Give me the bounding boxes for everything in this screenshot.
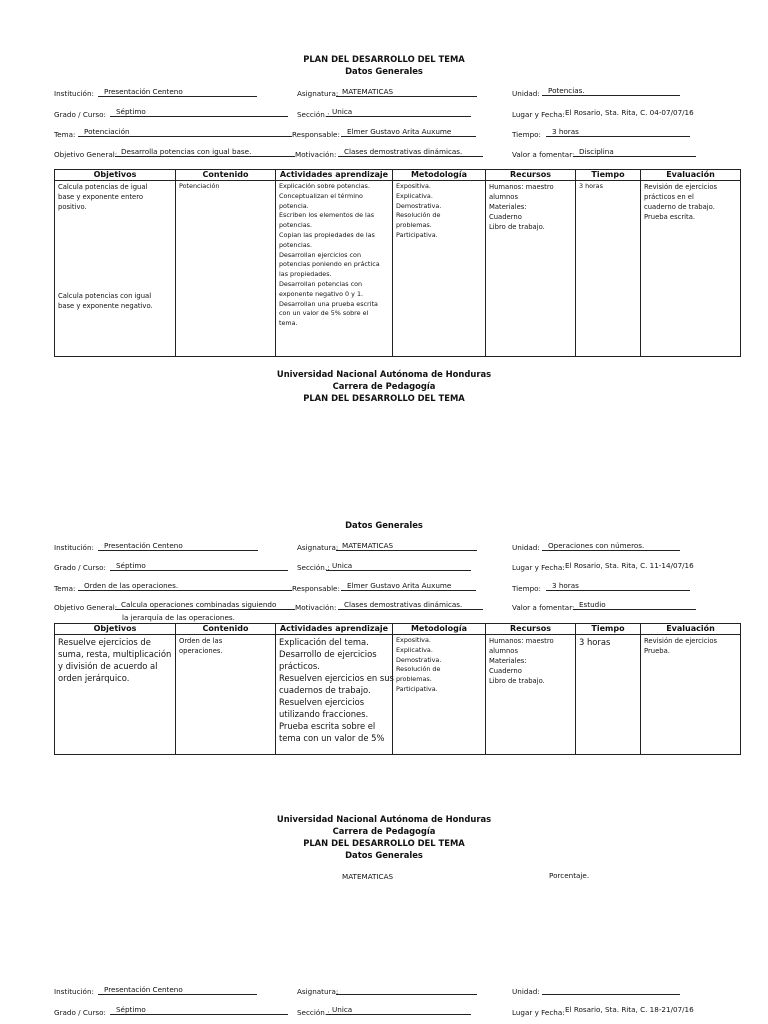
s1-inst-label: Institución: <box>54 89 94 98</box>
cell-line: potencias poniendo en práctica <box>279 260 380 269</box>
s2-th-recursos: Recursos <box>486 624 576 635</box>
s1-title: PLAN DEL DESARROLLO DEL TEMA <box>303 54 465 64</box>
s2-inst-value: Presentación Centeno <box>98 541 258 551</box>
cell-line: base y exponente negativo. <box>58 302 153 310</box>
table-row <box>55 181 741 357</box>
s3-grado-label: Grado / Curso: <box>54 1008 106 1017</box>
s3-uni-label: Unidad: <box>512 987 540 996</box>
s2-career: Carrera de Pedagogía <box>332 381 436 391</box>
s2-obj-label: Objetivo General: <box>54 603 118 612</box>
s2-grado-value: Séptimo <box>110 561 288 571</box>
s1-grado-value: Séptimo <box>110 107 288 117</box>
s2-university: Universidad Nacional Autónoma de Honduras <box>276 369 492 379</box>
cell-line: Demostrativa. <box>396 655 442 664</box>
s2-tiempo-value: 3 horas <box>546 581 690 591</box>
s2-cell-contenido <box>176 635 276 755</box>
cell-line: Conceptualizan el término <box>279 191 363 200</box>
s2-title: PLAN DEL DESARROLLO DEL TEMA <box>303 393 465 403</box>
s2-lugar-value: El Rosario, Sta. Rita, C. 11-14/07/16 <box>565 561 694 570</box>
cell-line: problemas. <box>396 221 432 230</box>
table-row <box>55 635 741 755</box>
s2-uni-label: Unidad: <box>512 543 540 552</box>
s2-tema-value: Orden de las operaciones. <box>78 581 292 591</box>
cell-line: Prueba escrita sobre el <box>279 721 376 731</box>
cell-line: alumnos <box>489 647 518 655</box>
cell-line: Cuaderno <box>489 667 522 675</box>
s2-plan-table <box>54 623 741 755</box>
s1-uni-value: Potencias. <box>542 86 680 96</box>
cell-line: Demostrativa. <box>396 201 442 210</box>
s1-subtitle: Datos Generales <box>345 66 423 76</box>
s3-inst-label: Institución: <box>54 987 94 996</box>
s2-table-header <box>55 624 741 635</box>
s1-th-metodologia: Metodología <box>393 170 486 181</box>
s1-valor-label: Valor a fomentar: <box>512 150 575 159</box>
cell-line: Resolución de <box>396 211 441 220</box>
s2-asig-label: Asignatura: <box>297 543 339 552</box>
s2-th-objetivos: Objetivos <box>55 624 176 635</box>
s1-motiv-value: Clases demostrativas dinámicas. <box>338 147 483 157</box>
cell-line: Resuelven ejercicios <box>279 697 365 707</box>
s1-th-contenido: Contenido <box>176 170 276 181</box>
cell-line: operaciones. <box>179 647 223 655</box>
s1-plan-table <box>54 169 741 357</box>
s2-tema-label: Tema: <box>54 584 76 593</box>
cell-line: y división de acuerdo al <box>58 661 158 671</box>
s2-motiv-value: Clases demostrativas dinámicas. <box>338 600 483 610</box>
cell-line: Resuelve ejercicios de <box>58 637 151 647</box>
cell-line: Resuelven ejercicios en sus <box>279 673 394 683</box>
s2-cell-metodologia <box>393 635 486 755</box>
cell-line: Copian las propiedades de las <box>279 230 375 239</box>
s2-lugar-label: Lugar y Fecha: <box>512 563 565 572</box>
s1-inst-value: Presentación Centeno <box>98 87 257 97</box>
s3-grado-value: Séptimo <box>110 1005 288 1015</box>
cell-line: Prueba escrita. <box>644 213 696 221</box>
cell-line: 3 horas <box>579 637 611 647</box>
cell-line: Calcula potencias de igual <box>58 183 148 191</box>
cell-line: Calcula potencias con igual <box>58 292 152 300</box>
cell-line: utilizando fracciones. <box>279 709 369 719</box>
s1-lugar-label: Lugar y Fecha: <box>512 110 565 119</box>
cell-line: base y exponente entero <box>58 193 144 201</box>
s2-th-tiempo: Tiempo <box>576 624 641 635</box>
s1-cell-objetivos <box>55 181 176 357</box>
s2-obj-value: Calcula operaciones combinadas siguiendo <box>115 600 295 610</box>
s1-tiempo-value: 3 horas <box>546 127 690 137</box>
s3-asig-label: Asignatura: <box>297 987 339 996</box>
s3-title: PLAN DEL DESARROLLO DEL TEMA <box>303 838 465 848</box>
cell-line: cuaderno de trabajo. <box>644 203 715 211</box>
cell-line: potencias. <box>279 221 313 230</box>
s1-motiv-label: Motivación: <box>295 150 337 159</box>
cell-line: con un valor de 5% sobre el <box>279 309 369 318</box>
s3-secc-label: Sección.: <box>297 1008 330 1017</box>
s3-inst-value: Presentación Centeno <box>98 985 257 995</box>
cell-line: Orden de las <box>179 637 223 645</box>
cell-line: Desarrollan una prueba escrita <box>279 299 378 308</box>
cell-line: Desarrollo de ejercicios <box>279 649 377 659</box>
s2-th-actividades: Actividades aprendizaje <box>276 624 393 635</box>
s3-uni-stray-value: Porcentaje. <box>549 871 590 880</box>
s1-cell-evaluacion <box>641 181 741 357</box>
cell-line: Escriben los elementos de las <box>279 211 375 220</box>
s1-obj-value: Desarrolla potencias con igual base. <box>115 147 295 157</box>
s1-resp-value: Elmer Gustavo Arita Auxume <box>341 127 476 137</box>
cell-line: orden jerárquico. <box>58 673 130 683</box>
s2-secc-value: Unica <box>326 561 471 571</box>
cell-line: exponente negativo 0 y 1. <box>279 289 364 298</box>
s1-cell-contenido <box>176 181 276 357</box>
s1-tiempo-label: Tiempo: <box>512 130 541 139</box>
s2-subtitle: Datos Generales <box>345 520 423 530</box>
cell-line: Resolución de <box>396 665 441 674</box>
s2-secc-label: Sección.: <box>297 563 330 572</box>
s2-th-metodologia: Metodología <box>393 624 486 635</box>
s3-uni-value <box>542 985 680 995</box>
s3-asig-value <box>336 985 477 995</box>
s3-university: Universidad Nacional Autónoma de Honduras <box>276 814 492 824</box>
s1-th-objetivos: Objetivos <box>55 170 176 181</box>
cell-line: Materiales: <box>489 657 527 665</box>
cell-line: Participativa. <box>396 684 438 693</box>
s2-resp-label: Responsable: <box>292 584 340 593</box>
cell-line: Explicación del tema. <box>279 637 369 647</box>
s3-lugar-label: Lugar y Fecha: <box>512 1008 565 1017</box>
s3-lugar-value: El Rosario, Sta. Rita, C. 18-21/07/16 <box>565 1005 694 1014</box>
s2-grado-label: Grado / Curso: <box>54 563 106 572</box>
s2-resp-value: Elmer Gustavo Arita Auxume <box>341 581 476 591</box>
s1-secc-value: Unica <box>326 107 471 117</box>
cell-line: Cuaderno <box>489 213 522 221</box>
s2-valor-label: Valor a fomentar: <box>512 603 575 612</box>
s3-subtitle: Datos Generales <box>345 850 423 860</box>
s2-valor-value: Estudio <box>573 600 696 610</box>
cell-line: las propiedades. <box>279 270 332 279</box>
cell-line: cuadernos de trabajo. <box>279 685 371 695</box>
s1-uni-label: Unidad: <box>512 89 540 98</box>
s2-cell-recursos <box>486 635 576 755</box>
cell-line: Participativa. <box>396 230 438 239</box>
cell-line: prácticos en el <box>644 193 694 201</box>
cell-line: positivo. <box>58 203 87 211</box>
cell-line: potencias. <box>279 240 313 249</box>
cell-line: tema con un valor de 5% <box>279 733 385 743</box>
s2-tiempo-label: Tiempo: <box>512 584 541 593</box>
s1-lugar-value: El Rosario, Sta. Rita, C. 04-07/07/16 <box>565 108 694 117</box>
s2-motiv-label: Motivación: <box>295 603 337 612</box>
cell-line: Explicativa. <box>396 645 433 654</box>
s3-asig-stray-value: MATEMATICAS <box>342 872 394 881</box>
s1-th-tiempo: Tiempo <box>576 170 641 181</box>
cell-line: alumnos <box>489 193 518 201</box>
s1-cell-recursos <box>486 181 576 357</box>
cell-line: Desarrollan potencias con <box>279 279 363 288</box>
cell-line: Revisión de ejercicios <box>644 183 718 191</box>
s1-asig-label: Asignatura: <box>297 89 339 98</box>
s2-cell-actividades <box>276 635 393 755</box>
cell-line: tema. <box>279 319 298 328</box>
s1-th-actividades: Actividades aprendizaje <box>276 170 393 181</box>
s1-th-recursos: Recursos <box>486 170 576 181</box>
cell-line: Libro de trabajo. <box>489 677 545 685</box>
s2-cell-tiempo <box>576 635 641 755</box>
s1-asig-value: MATEMATICAS <box>336 87 477 97</box>
s2-inst-label: Institución: <box>54 543 94 552</box>
s2-cell-objetivos <box>55 635 176 755</box>
cell-line: Expositiva. <box>396 636 431 644</box>
cell-line: Explicación sobre potencias. <box>279 182 370 190</box>
s1-resp-label: Responsable: <box>292 130 340 139</box>
cell-line: Expositiva. <box>396 182 431 190</box>
cell-line: potencia. <box>279 201 309 210</box>
cell-line: suma, resta, multiplicación <box>58 649 172 659</box>
s1-cell-tiempo <box>576 181 641 357</box>
s1-obj-label: Objetivo General: <box>54 150 118 159</box>
s1-valor-value: Disciplina <box>573 147 696 157</box>
cell-line: problemas. <box>396 675 432 684</box>
s1-tema-label: Tema: <box>54 130 76 139</box>
cell-line: Potenciación <box>179 182 220 190</box>
s1-cell-actividades <box>276 181 393 357</box>
s2-asig-value: MATEMATICAS <box>336 541 477 551</box>
s2-uni-value: Operaciones con números. <box>542 541 680 551</box>
s2-th-evaluacion: Evaluación <box>641 624 741 635</box>
s1-cell-metodologia <box>393 181 486 357</box>
cell-line: Materiales: <box>489 203 527 211</box>
s1-grado-label: Grado / Curso: <box>54 110 106 119</box>
cell-line: Libro de trabajo. <box>489 223 545 231</box>
s3-career: Carrera de Pedagogía <box>332 826 436 836</box>
s2-obj-value-line2: la jerarquía de las operaciones. <box>122 613 235 622</box>
cell-line: 3 horas <box>579 182 603 190</box>
cell-line: Revisión de ejercicios <box>644 637 718 645</box>
cell-line: Desarrollan ejercicios con <box>279 250 362 259</box>
s1-th-evaluacion: Evaluación <box>641 170 741 181</box>
s1-table-header <box>55 170 741 181</box>
s1-tema-value: Potenciación <box>78 127 292 137</box>
s1-secc-label: Sección.: <box>297 110 330 119</box>
s2-cell-evaluacion <box>641 635 741 755</box>
s3-secc-value: Unica <box>326 1005 471 1015</box>
s2-th-contenido: Contenido <box>176 624 276 635</box>
cell-line: Humanos: maestro <box>489 183 554 191</box>
cell-line: Humanos: maestro <box>489 637 554 645</box>
cell-line: Explicativa. <box>396 191 433 200</box>
cell-line: Prueba. <box>644 647 670 655</box>
cell-line: prácticos. <box>279 661 320 671</box>
